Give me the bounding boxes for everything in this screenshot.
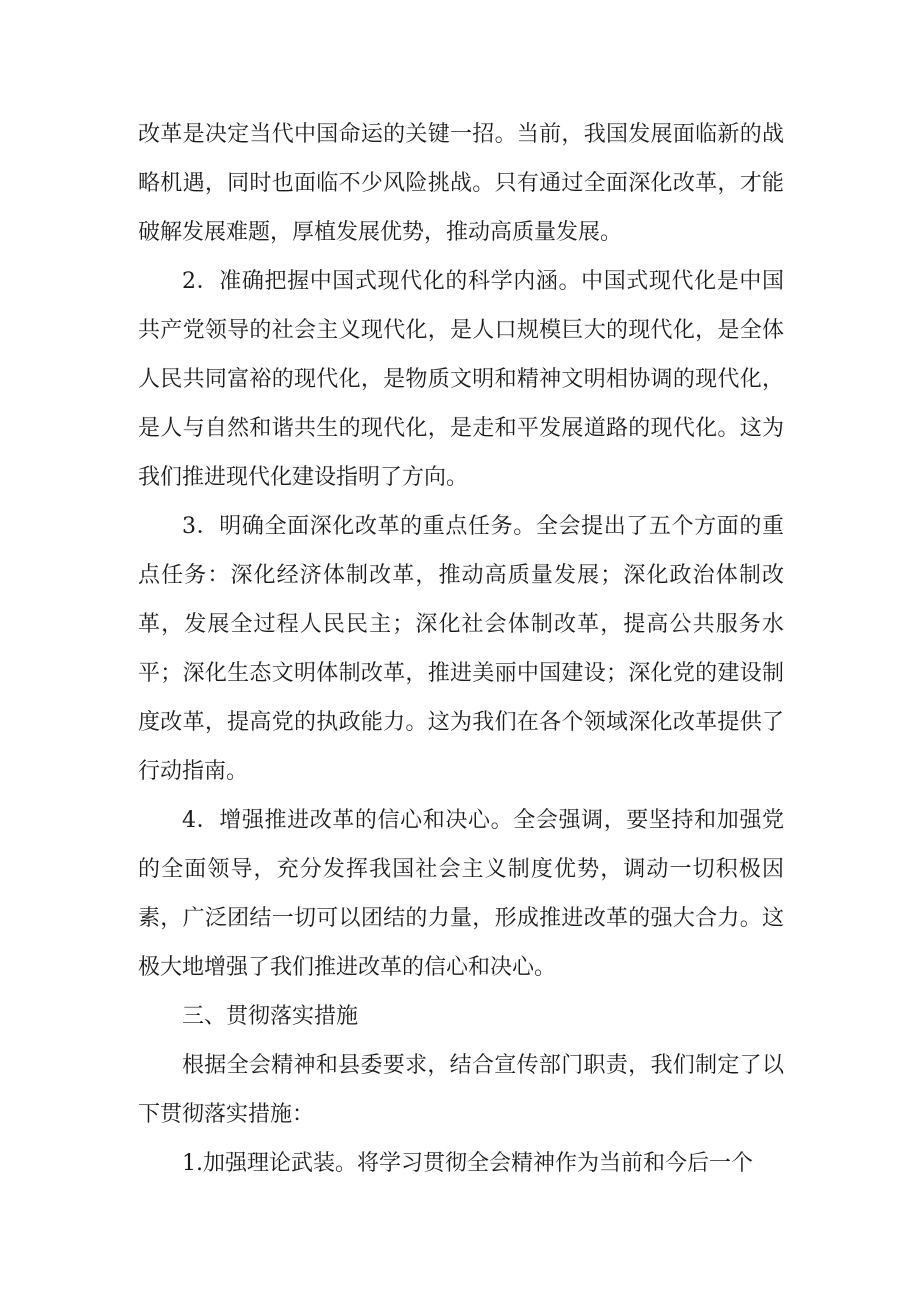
paragraph-continued: 改革是决定当代中国命运的关键一招。当前，我国发展面临新的战略机遇，同时也面临不少风险挑战。只有通过全面深化改革，才能破解发展难题，厚植发展优势，推动高质量发展。: [138, 122, 784, 245]
paragraph-point-3: 3．明确全面深化改革的重点任务。全会提出了五个方面的重点任务：深化经济体制改革，推动高质量发展；深化政治体制改革，发展全过程人民民主；深化社会体制改革，提高公共服务水平；深化生态文明体制改革，推进美丽中国建设；深化党的建设制度改革，提高党的执政能力。这为我们在各个领域深化改革提供了行动指南。: [138, 514, 784, 784]
document-body: [138, 110, 784, 1188]
section-heading: 三、贯彻落实措施: [182, 1004, 359, 1029]
paragraph-point-2: 2．准确把握中国式现代化的科学内涵。中国式现代化是中国共产党领导的社会主义现代化，是人口规模巨大的现代化，是全体人民共同富裕的现代化，是物质文明和精神文明相协调的现代化，是人与自然和谐共生的现代化，是走和平发展道路的现代化。这为我们推进现代化建设指明了方向。: [138, 269, 784, 490]
paragraph-measure-1: 1.加强理论武装。将学习贯彻全会精神作为当前和今后一个: [182, 1151, 753, 1176]
paragraph-intro: 根据全会精神和县委要求，结合宣传部门职责，我们制定了以下贯彻落实措施：: [138, 1053, 784, 1127]
paragraph-point-4: 4．增强推进改革的信心和决心。全会强调，要坚持和加强党的全面领导，充分发挥我国社会主义制度优势，调动一切积极因素，广泛团结一切可以团结的力量，形成推进改革的强大合力。这极大地增强了我们推进改革的信心和决心。: [138, 808, 784, 980]
